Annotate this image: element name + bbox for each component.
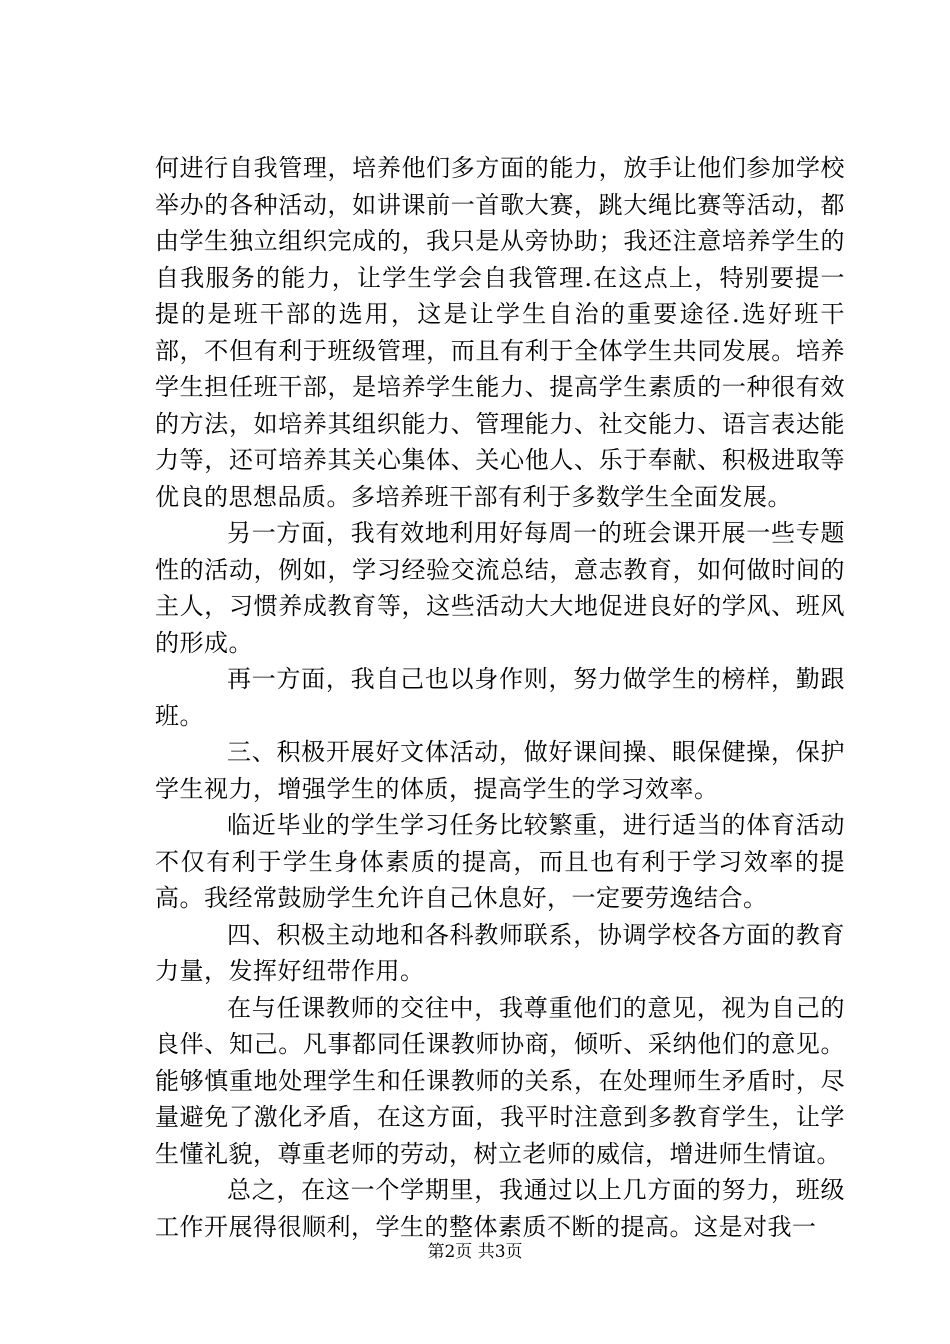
paragraph-7: 在与任课教师的交往中，我尊重他们的意见，视为自己的良伴、知己。凡事都同任课教师协商，倾听、采纳他们的意见。能够慎重地处理学生和任课教师的关系，在处理师生矛盾时，尽量避免了激化矛盾，在这方面，我平时注意到多教育学生，让学生懂礼貌，尊重老师的劳动，树立老师的威信，增进师生情谊。 — [155, 993, 845, 1168]
paragraph-5: 临近毕业的学生学习任务比较繁重，进行适当的体育活动不仅有利于学生身体素质的提高，而且也有利于学习效率的提高。我经常鼓励学生允许自己休息好，一定要劳逸结合。 — [155, 811, 845, 912]
page-footer — [0, 1240, 950, 1264]
page-number-label: 第2页 共3页 — [427, 1242, 523, 1262]
paragraph-6: 四、积极主动地和各科教师联系，协调学校各方面的教育力量，发挥好纽带作用。 — [155, 920, 845, 985]
paragraph-8: 总之，在这一个学期里，我通过以上几方面的努力，班级工作开展得很顺利，学生的整体素质不断的提高。这是对我一 — [155, 1176, 845, 1241]
paragraph-1: 何进行自我管理，培养他们多方面的能力，放手让他们参加学校举办的各种活动，如讲课前一首歌大赛，跳大绳比赛等活动，都由学生独立组织完成的，我只是从旁协助；我还注意培养学生的自我服务的能力，让学生学会自我管理.在这点上，特别要提一提的是班干部的选用，这是让学生自治的重要途径.选好班干部，不但有利于班级管理，而且有利于全体学生共同发展。培养学生担任班干部，是培养学生能力、提高学生素质的一种很有效的方法，如培养其组织能力、管理能力、社交能力、语言表达能力等，还可培养其关心集体、关心他人、乐于奉献、积极进取等优良的思想品质。多培养班干部有利于多数学生全面发展。 — [155, 154, 845, 511]
paragraph-2: 另一方面，我有效地利用好每周一的班会课开展一些专题性的活动，例如，学习经验交流总结，意志教育，如何做时间的主人，习惯养成教育等，这些活动大大地促进良好的学风、班风的形成。 — [155, 519, 845, 657]
paragraph-3: 再一方面，我自己也以身作则，努力做学生的榜样，勤跟班。 — [155, 665, 845, 730]
document-body — [155, 150, 845, 1245]
paragraph-4: 三、积极开展好文体活动，做好课间操、眼保健操，保护学生视力，增强学生的体质，提高学生的学习效率。 — [155, 738, 845, 803]
